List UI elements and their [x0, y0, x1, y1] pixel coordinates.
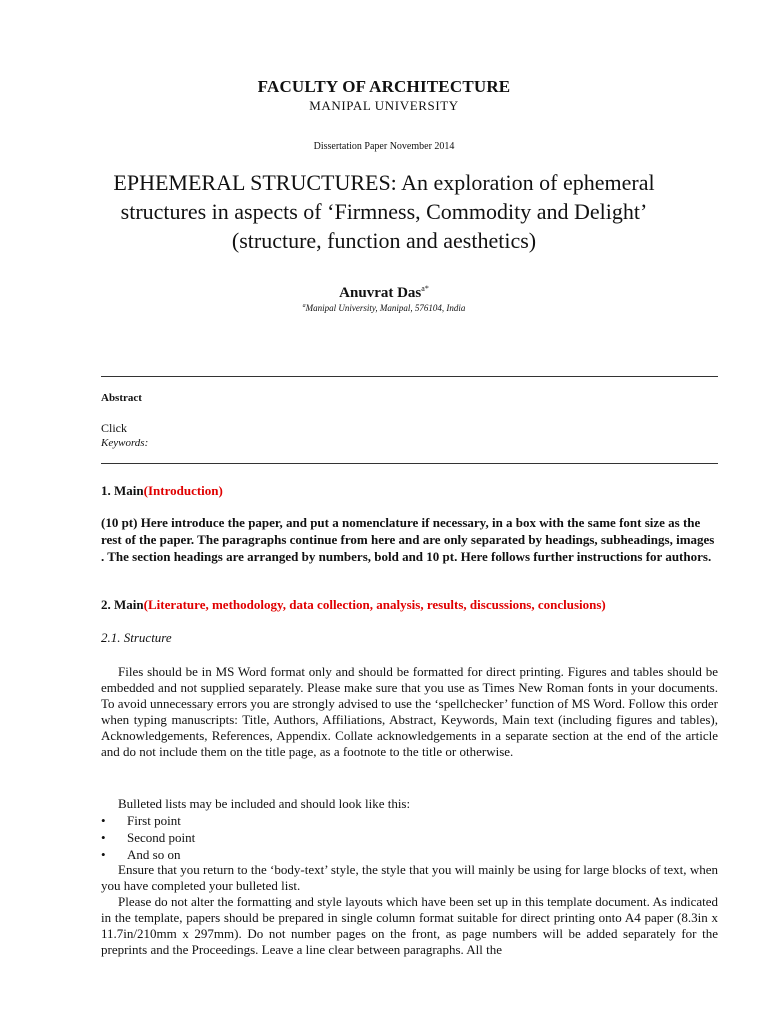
university-name: MANIPAL UNIVERSITY — [309, 98, 459, 113]
affiliation-line — [0, 303, 768, 313]
section-2-heading — [101, 597, 606, 613]
section-2-label: (Literature, methodology, data collection, analysis, results, discussions, conclusions) — [143, 597, 606, 612]
list-item — [101, 829, 195, 846]
bottom-divider — [101, 463, 718, 464]
affiliation-text: Manipal University, Manipal, 576104, India — [305, 303, 466, 313]
author-line — [0, 284, 768, 302]
abstract-text[interactable]: Click — [101, 421, 127, 435]
list-item — [101, 812, 195, 829]
keywords-label: Keywords: — [101, 437, 149, 449]
paper-date-line: Dissertation Paper November 2014 — [313, 141, 455, 152]
section-1-number: 1. Main — [101, 483, 144, 498]
top-divider — [101, 376, 718, 377]
author-marks: a* — [421, 284, 429, 293]
bullet-icon: • — [101, 813, 106, 828]
bullet-icon: • — [101, 830, 106, 845]
subsection-heading: 2.1. Structure — [101, 630, 172, 645]
section-1-heading — [101, 483, 223, 499]
section-1-label: (Introduction) — [143, 483, 223, 498]
affiliation-mark: a — [302, 303, 306, 309]
author-name: Anuvrat Das — [339, 285, 422, 301]
list-item-text: Second point — [127, 830, 196, 845]
list-item — [101, 846, 195, 863]
section-1-body: (10 pt) Here introduce the paper, and put a nomenclature if necessary, in a box with the same font size as the rest of the paper. The paragraphs continue from here and are only separated by headings, subheadings, images . The section headings are arranged by numbers, bold and 10 pt. Here follows further instructions for authors. — [101, 515, 715, 564]
bullet-list — [101, 812, 195, 863]
bullet-icon: • — [101, 847, 106, 862]
faculty-heading: FACULTY OF ARCHITECTURE — [257, 77, 511, 96]
section-2-number: 2. Main — [101, 597, 144, 612]
body-paragraph-2: Ensure that you return to the ‘body-text’ style, the style that you will mainly be using for large blocks of text, when you have completed your bulleted list. — [101, 862, 718, 893]
list-item-text: First point — [127, 813, 181, 828]
list-item-text: And so on — [127, 847, 181, 862]
bullets-intro: Bulleted lists may be included and should look like this: — [118, 796, 411, 811]
abstract-heading: Abstract — [101, 392, 142, 404]
body-paragraph-3: Please do not alter the formatting and style layouts which have been set up in this template document. As indicated in the template, papers should be prepared in single column format suitable for direct printing onto A4 paper (8.3in x 11.7in/210mm x 297mm). Do not number pages on the front, as page numbers will be added separately for the preprints and the Proceedings. Leave a line clear between paragraphs. All the — [101, 894, 718, 957]
body-paragraph-1: Files should be in MS Word format only and should be formatted for direct printing. Figures and tables should be embedded and not supplied separately. Please make sure that you use as Times New Roman fonts in your documents. To avoid unnecessary errors you are strongly advised to use the ‘spellchecker’ function of MS Word. Follow this order when typing manuscripts: Title, Authors, Affiliations, Abstract, Keywords, Main text (including figures and tables), Acknowledgements, References, Appendix. Collate acknowledgements in a separate section at the end of the article and do not include them on the title page, as a footnote to the title or otherwise. — [101, 664, 718, 759]
paper-title: EPHEMERAL STRUCTURES: An exploration of ephemeral structures in aspects of ‘Firmness, Commodity and Delight’ (structure, function and aesthetics) — [113, 170, 655, 253]
